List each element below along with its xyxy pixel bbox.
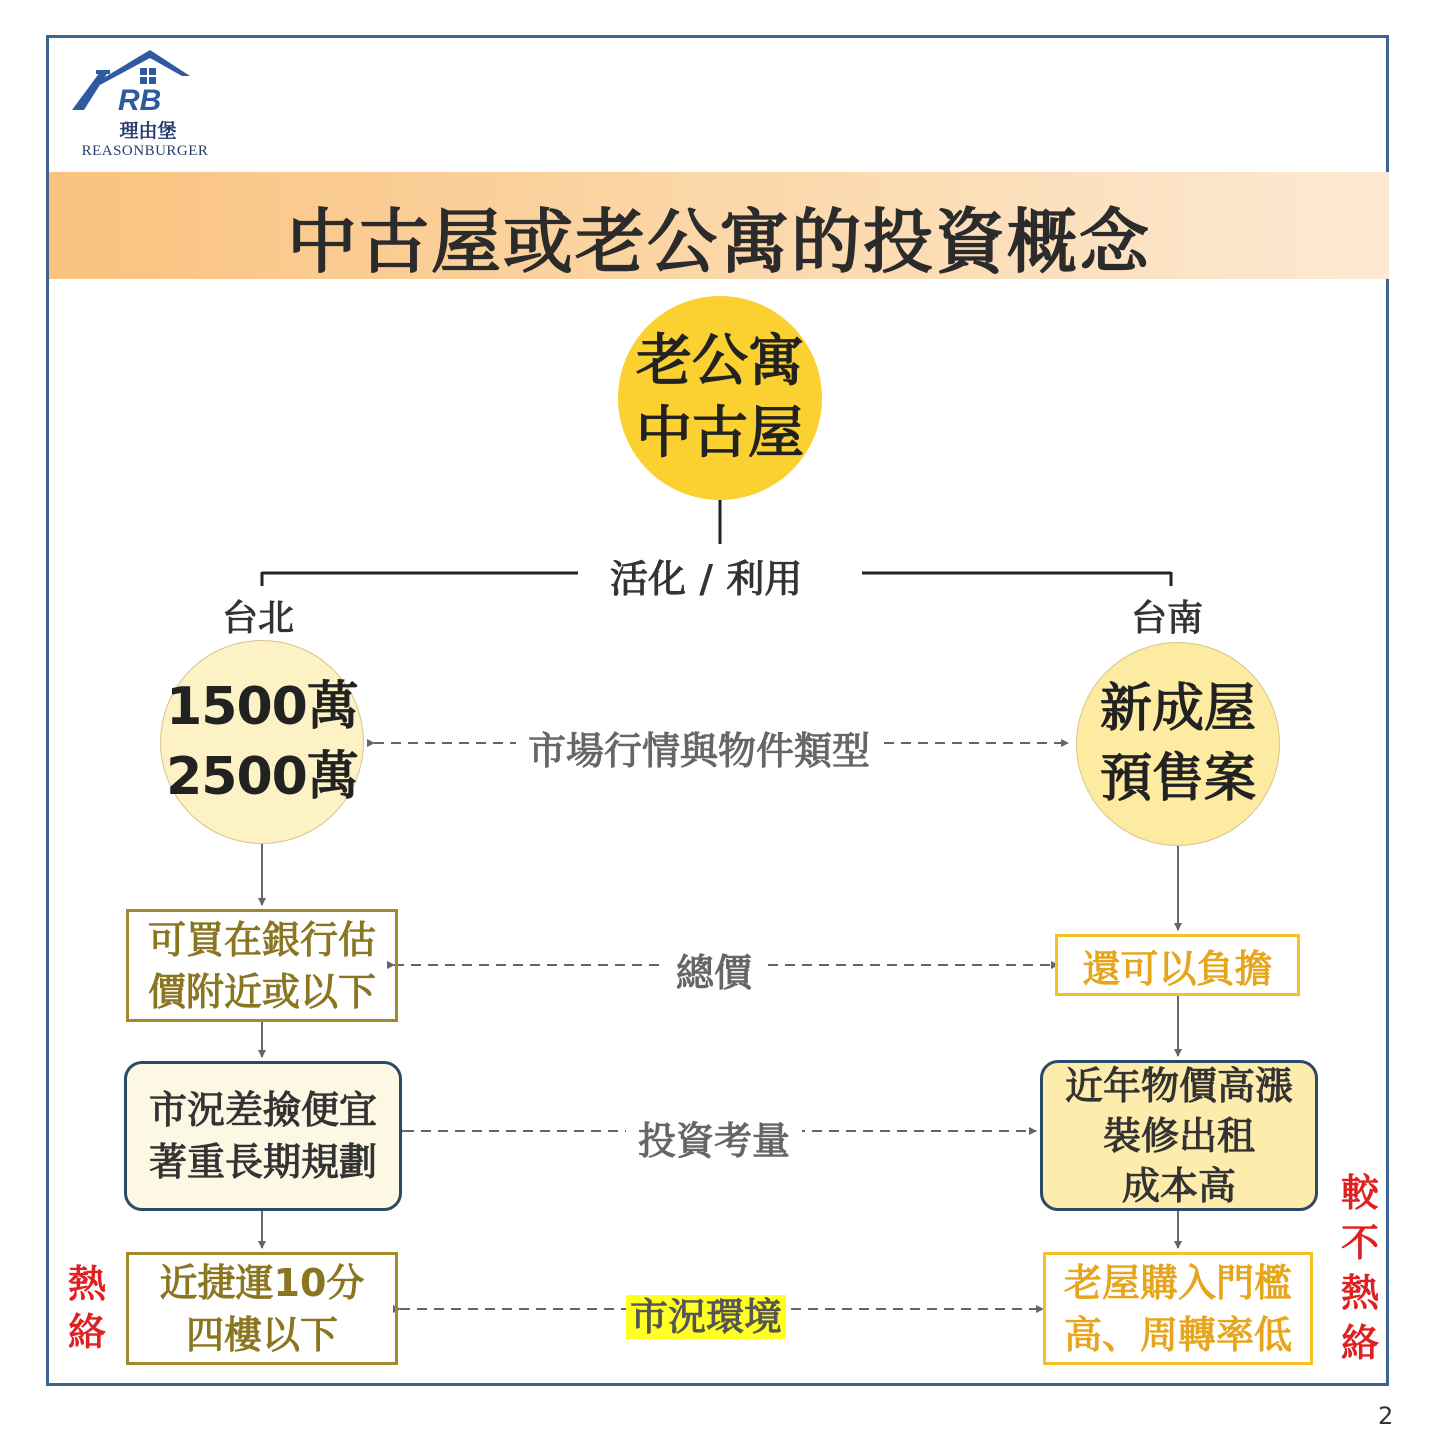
right-box-environment-line1: 老屋購入門檻 — [1063, 1260, 1292, 1305]
left-city-label: 台北 — [222, 598, 295, 639]
left-box-investment — [124, 1061, 402, 1211]
row-label-environment-wrap — [626, 1286, 786, 1341]
left-box-environment-line2: 四樓以下 — [185, 1312, 338, 1357]
left-box-total-price — [126, 909, 398, 1022]
left-box-total-price-line1: 可買在銀行估 — [147, 917, 376, 962]
center-node-line2: 中古屋 — [636, 401, 804, 466]
row-label-total-price: 總價 — [664, 942, 764, 997]
left-price-node — [160, 640, 364, 844]
left-price-line1: 1500萬 — [166, 677, 358, 737]
logo-name-cn: 理由堡 — [119, 120, 177, 142]
left-box-investment-line2: 著重長期規劃 — [148, 1140, 377, 1184]
right-box-investment-line2: 裝修出租 — [1102, 1113, 1255, 1158]
right-tag-char: 絡 — [1340, 1321, 1379, 1365]
page-title: 中古屋或老公寓的投資概念 — [287, 201, 1151, 283]
right-type-node — [1076, 642, 1280, 846]
right-city-label: 台南 — [1131, 598, 1204, 639]
right-tag-char: 不 — [1340, 1221, 1379, 1265]
row-label-market: 市場行情與物件類型 — [516, 720, 882, 775]
left-tag-hot — [64, 1260, 110, 1356]
left-box-total-price-line2: 價附近或以下 — [147, 969, 376, 1014]
right-box-investment — [1040, 1060, 1318, 1211]
right-box-investment-line1: 近年物價高漲 — [1064, 1063, 1293, 1108]
left-price-line2: 2500萬 — [166, 747, 358, 807]
right-box-environment-line2: 高、周轉率低 — [1063, 1312, 1292, 1357]
left-box-environment — [126, 1252, 398, 1365]
left-tag-char: 熱 — [67, 1262, 106, 1306]
branch-label: 活化 / 利用 — [598, 548, 814, 603]
logo-name-en: REASONBURGER — [81, 143, 209, 159]
right-type-line2: 預售案 — [1099, 749, 1256, 809]
right-type-line1: 新成屋 — [1099, 679, 1256, 739]
left-box-environment-line1: 近捷運10分 — [159, 1260, 365, 1305]
right-box-investment-line3: 成本高 — [1121, 1163, 1236, 1208]
center-node-line1: 老公寓 — [636, 329, 804, 394]
right-tag-char: 較 — [1340, 1171, 1379, 1215]
right-tag-not-hot — [1337, 1168, 1383, 1368]
left-tag-char: 絡 — [67, 1310, 106, 1354]
page-number: 2 — [1378, 1402, 1394, 1430]
row-label-environment: 市況環境 — [626, 1295, 786, 1339]
row-label-investment: 投資考量 — [626, 1110, 802, 1165]
right-box-environment — [1043, 1252, 1313, 1365]
right-box-total-price-line1: 還可以負擔 — [1082, 946, 1273, 991]
svg-text:RB: RB — [118, 84, 162, 117]
left-box-investment-line1: 市況差撿便宜 — [148, 1088, 377, 1132]
right-tag-char: 熱 — [1340, 1271, 1379, 1315]
center-node — [618, 296, 822, 500]
right-box-total-price — [1055, 934, 1300, 996]
